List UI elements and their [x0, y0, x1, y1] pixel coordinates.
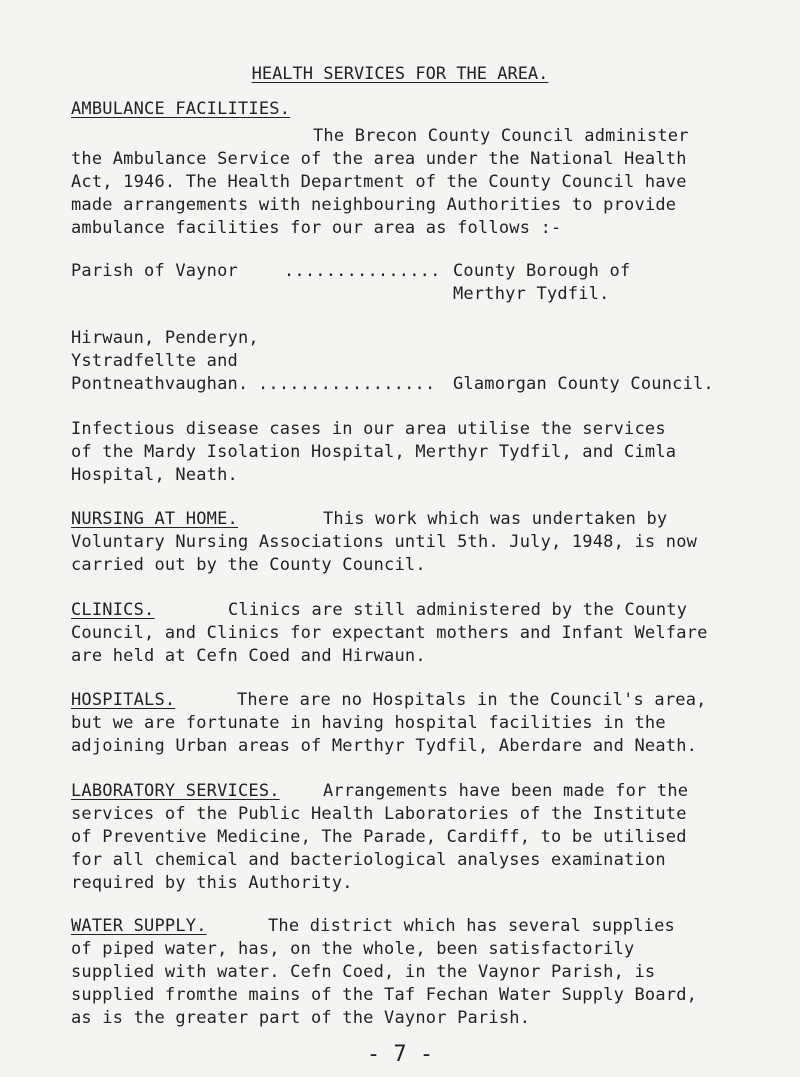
- nursing-line-1: This work which was undertaken by: [323, 509, 668, 529]
- ambulance-line-3: Act, 1946. The Health Department of the County Council have: [71, 172, 687, 192]
- leader-dots: ...............: [284, 261, 441, 281]
- water-line-2: of piped water, has, on the whole, been satisfactorily: [71, 939, 635, 959]
- laboratory-line-3: of Preventive Medicine, The Parade, Cardiff, to be utilised: [71, 827, 687, 847]
- water-heading: WATER SUPPLY.: [71, 916, 207, 936]
- hospitals-line-2: but we are fortunate in having hospital facilities in the: [71, 713, 666, 733]
- clinics-heading: CLINICS.: [71, 600, 155, 620]
- laboratory-line-2: services of the Public Health Laboratories of the Institute: [71, 804, 687, 824]
- laboratory-line-5: required by this Authority.: [71, 873, 353, 893]
- page-title-text: HEALTH SERVICES FOR THE AREA.: [251, 64, 549, 84]
- ambulance-line-1: The Brecon County Council administer: [313, 126, 689, 146]
- water-line-5: as is the greater part of the Vaynor Parish.: [71, 1008, 531, 1028]
- ambulance-heading: AMBULANCE FACILITIES.: [71, 99, 291, 119]
- ambulance-line-4: made arrangements with neighbouring Authorities to provide: [71, 195, 677, 215]
- clinics-line-3: are held at Cefn Coed and Hirwaun.: [71, 646, 426, 666]
- infectious-line-3: Hospital, Neath.: [71, 465, 238, 485]
- clinics-line-2: Council, and Clinics for expectant mothers and Infant Welfare: [71, 623, 708, 643]
- parish-line: Hirwaun, Penderyn,: [71, 328, 259, 348]
- authority-line: Glamorgan County Council.: [453, 374, 714, 394]
- nursing-heading: NURSING AT HOME.: [71, 509, 238, 529]
- leader-dots: .................: [258, 374, 436, 394]
- ambulance-line-5: ambulance facilities for our area as follows :-: [71, 218, 562, 238]
- nursing-line-3: carried out by the County Council.: [71, 555, 426, 575]
- parish-line: Pontneathvaughan.: [71, 374, 249, 394]
- hospitals-line-1: There are no Hospitals in the Council's area,: [237, 690, 707, 710]
- hospitals-heading: HOSPITALS.: [71, 690, 176, 710]
- parish-line: Ystradfellte and: [71, 351, 238, 371]
- authority-line: Merthyr Tydfil.: [453, 284, 610, 304]
- laboratory-line-1: Arrangements have been made for the: [323, 781, 689, 801]
- infectious-line-2: of the Mardy Isolation Hospital, Merthyr Tydfil, and Cimla: [71, 442, 677, 462]
- authority-line: County Borough of: [453, 261, 631, 281]
- page-number: - 7 -: [366, 1042, 434, 1067]
- laboratory-line-4: for all chemical and bacteriological analyses examination: [71, 850, 666, 870]
- water-line-3: supplied with water. Cefn Coed, in the Vaynor Parish, is: [71, 962, 656, 982]
- page-title: [0, 64, 800, 84]
- laboratory-heading: LABORATORY SERVICES.: [71, 781, 280, 801]
- hospitals-line-3: adjoining Urban areas of Merthyr Tydfil, Aberdare and Neath.: [71, 736, 698, 756]
- ambulance-line-2: the Ambulance Service of the area under the National Health: [71, 149, 687, 169]
- water-line-1: The district which has several supplies: [268, 916, 675, 936]
- nursing-line-2: Voluntary Nursing Associations until 5th. July, 1948, is now: [71, 532, 698, 552]
- clinics-line-1: Clinics are still administered by the County: [228, 600, 688, 620]
- infectious-line-1: Infectious disease cases in our area utilise the services: [71, 419, 666, 439]
- water-line-4: supplied fromthe mains of the Taf Fechan Water Supply Board,: [71, 985, 698, 1005]
- parish-vaynor: Parish of Vaynor: [71, 261, 238, 281]
